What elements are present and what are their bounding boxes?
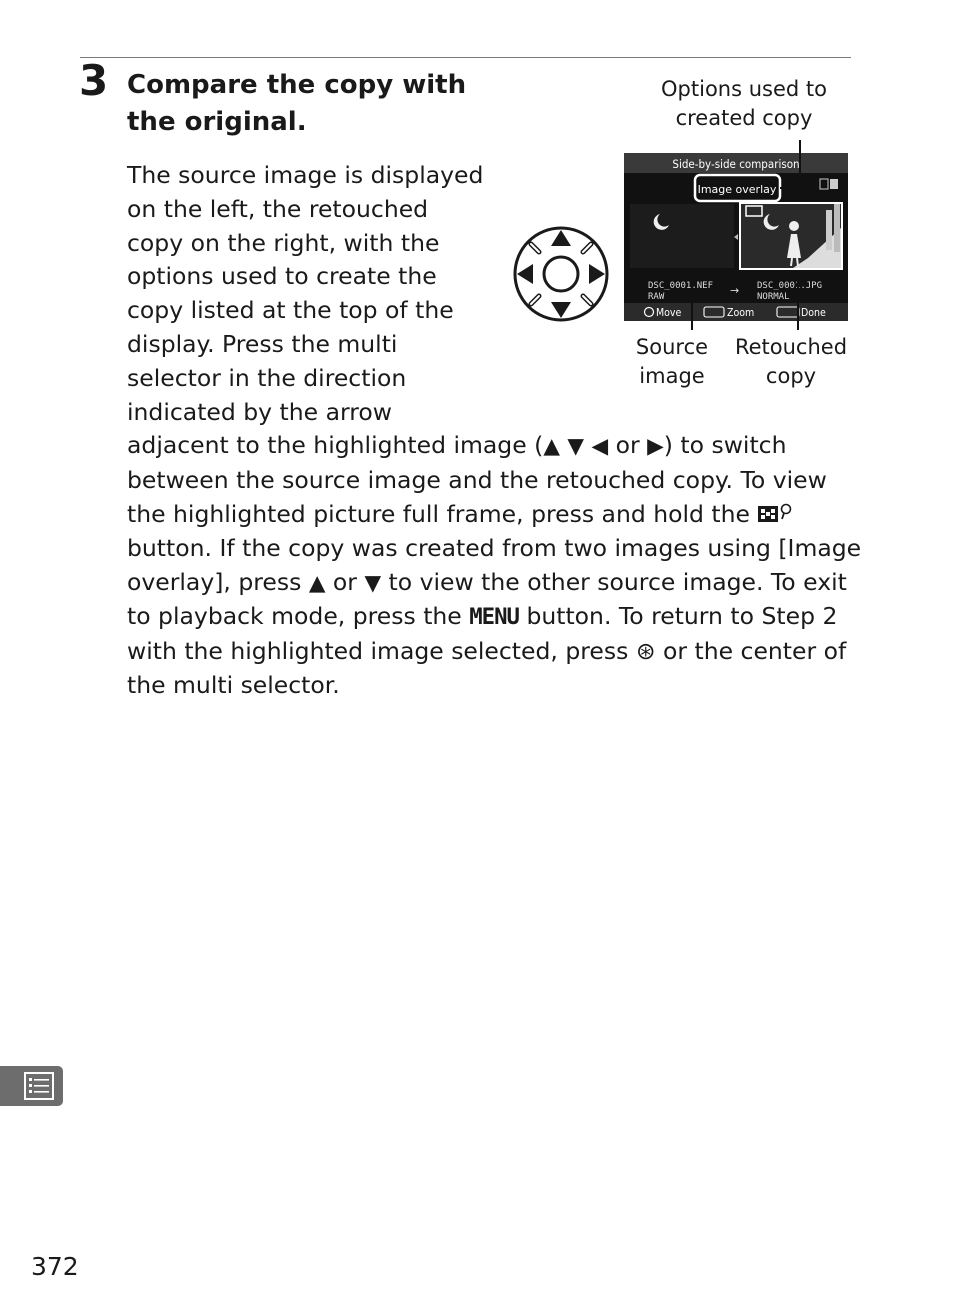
retouched-copy-annotation: Retouched copy [734,335,848,388]
screen-arrow-icon: → [730,284,740,297]
comparison-illustration-svg [508,140,858,330]
up-arrow-icon: ▲ [543,434,560,460]
screen-copy-file: DSC_0001.JPG [757,281,823,291]
retouch-menu-tab [0,1066,63,1106]
screen-copy-quality: NORMAL [757,292,790,302]
screen-header: Side-by-side comparison [672,157,800,171]
camera-screen [624,153,848,321]
screen-source-quality: RAW [648,292,665,302]
down-arrow-icon: ▼ [567,434,585,460]
down-arrow-icon: ▼ [364,570,382,596]
screen-footer-zoom: Zoom [727,307,755,319]
header-rule [80,57,851,58]
menu-list-icon [24,1072,54,1100]
ok-button-icon: ⊛ [635,637,656,666]
comparison-illustration [508,140,858,330]
screen-footer-move: Move [656,307,682,319]
right-arrow-icon: ▶ [647,434,664,460]
multi-selector-icon [515,228,607,320]
zoom-button-icon [757,502,795,524]
source-image-annotation: Source image [635,335,709,388]
left-arrow-icon: ◀ [591,434,609,460]
page-number: 372 [31,1252,79,1281]
screen-footer-done: Done [801,307,826,319]
menu-button-icon: MENU [469,604,519,631]
up-arrow-icon: ▲ [308,570,326,596]
instruction-text: The source image is displayed on the left, the retouched copy on the right, with the options used to create the copy listed at the top of the display. Press the multi selector in the direction indicated by the arrow adjacent to the highlighted image (▲ ▼ ◀ or ▶) to switch between the source image and the retouched copy. To view the highlighted picture full frame, press and hold the button. If the copy was created from two images using [Image overlay], press ▲ or ▼ to view the other source image. To exit to playback mode, press the MENU button. To return to Step 2 with the highlighted image selected, press ⊛ or the center of the multi selector. [127,161,862,699]
step-title: Compare the copy with the original. [127,70,467,137]
options-annotation: Options used to created copy [661,77,827,130]
screen-option-label: Image overlay [697,183,777,196]
step-number: 3 [79,56,108,105]
screen-source-file: DSC_0001.NEF [648,281,714,291]
